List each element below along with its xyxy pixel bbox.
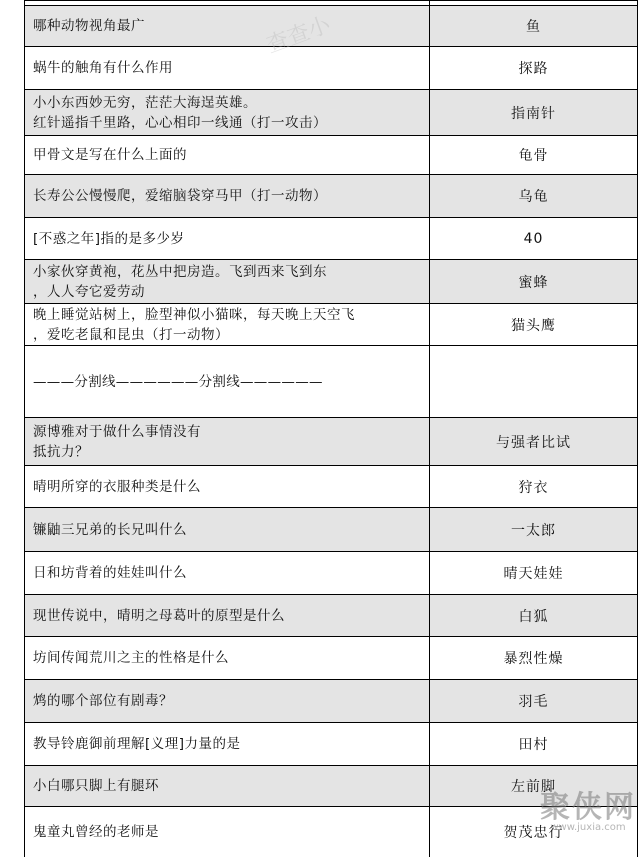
- answer-cell: 狩衣: [518, 479, 549, 496]
- watermark-title: 聚侠网: [540, 790, 636, 825]
- answer-cell: 羽毛: [518, 694, 549, 710]
- answer-cell: 蜜蜂: [518, 274, 549, 291]
- watermark-top: 查查小: [263, 12, 334, 59]
- question-cell: 源博雅对于做什么事情没有 抵抗力？: [25, 418, 430, 465]
- question-cell: 小白哪只脚上有腿环: [25, 766, 430, 806]
- table-row: [25, 260, 637, 304]
- question-cell: 蜗牛的触角有什么作用: [25, 47, 430, 89]
- answer-cell: 指南针: [511, 105, 556, 122]
- question-cell: 晚上睡觉站树上，脸型神似小猫咪，每天晚上天空飞 ，爱吃老鼠和昆虫（打一动物）: [25, 304, 430, 345]
- table-row: [25, 304, 637, 346]
- table-row: [25, 418, 637, 466]
- question-cell: [不惑之年]指的是多少岁: [25, 218, 430, 259]
- answer-cell: 贺茂忠行: [503, 825, 564, 841]
- table-row: [25, 508, 637, 552]
- table-row: [25, 6, 637, 47]
- question-cell: 长寿公公慢慢爬，爱缩脑袋穿马甲（打一动物）: [25, 175, 430, 217]
- answer-cell: 猫头鹰: [511, 317, 556, 334]
- divider-text: ———分割线——————分割线——————: [33, 373, 323, 390]
- table-row: [25, 90, 637, 136]
- answer-cell: 鱼: [526, 19, 541, 35]
- divider-row: [25, 346, 637, 418]
- answer-cell: 龟骨: [518, 148, 549, 164]
- question-cell: 小小东西妙无穷，茫茫大海逞英雄。 红针遥指千里路，心心相印一线通（打一攻击）: [25, 90, 430, 135]
- answer-cell: 晴天娃娃: [503, 566, 564, 582]
- answer-cell: 乌龟: [518, 189, 549, 205]
- table-row: [25, 680, 637, 723]
- answer-cell: 暴烈性燥: [503, 651, 564, 667]
- qa-table: [24, 0, 638, 857]
- question-cell: 鸩的哪个部位有剧毒？: [25, 680, 430, 722]
- question-cell: 镰鼬三兄弟的长兄叫什么: [25, 508, 430, 551]
- question-cell: 现世传说中，晴明之母葛叶的原型是什么: [25, 595, 430, 636]
- table-row: [25, 723, 637, 766]
- table-row: [25, 595, 637, 637]
- question-cell: 小家伙穿黄袍，花丛中把房造。飞到西来飞到东 ，人人夸它爱劳动: [25, 260, 430, 303]
- question-cell: 坊间传闻荒川之主的性格是什么: [25, 637, 430, 679]
- answer-cell: 一太郎: [511, 522, 556, 539]
- table-row: [25, 136, 637, 175]
- question-cell: 晴明所穿的衣服种类是什么: [25, 466, 430, 507]
- table-row: [25, 552, 637, 595]
- answer-cell: 探路: [518, 61, 549, 77]
- question-cell: 教导铃鹿御前理解[义理]力量的是: [25, 723, 430, 765]
- answer-cell: 与强者比试: [496, 434, 571, 451]
- table-row: [25, 175, 637, 218]
- table-row: [25, 766, 637, 807]
- answer-cell: 田村: [518, 737, 549, 753]
- table-row: [25, 466, 637, 508]
- answer-cell: 左前脚: [511, 779, 556, 795]
- watermark-url: www.juxia.com: [550, 822, 626, 833]
- table-row: [25, 807, 637, 857]
- question-cell: 哪种动物视角最广: [25, 6, 430, 46]
- table-row: [25, 218, 637, 260]
- answer-cell: 白狐: [518, 608, 549, 625]
- question-cell: 日和坊背着的娃娃叫什么: [25, 552, 430, 594]
- question-cell: 鬼童丸曾经的老师是: [25, 807, 430, 857]
- question-cell: 甲骨文是写在什么上面的: [25, 136, 430, 174]
- table-row: [25, 47, 637, 90]
- answer-cell: 40: [523, 230, 544, 247]
- divider-cell: [25, 346, 430, 417]
- table-row: [25, 637, 637, 680]
